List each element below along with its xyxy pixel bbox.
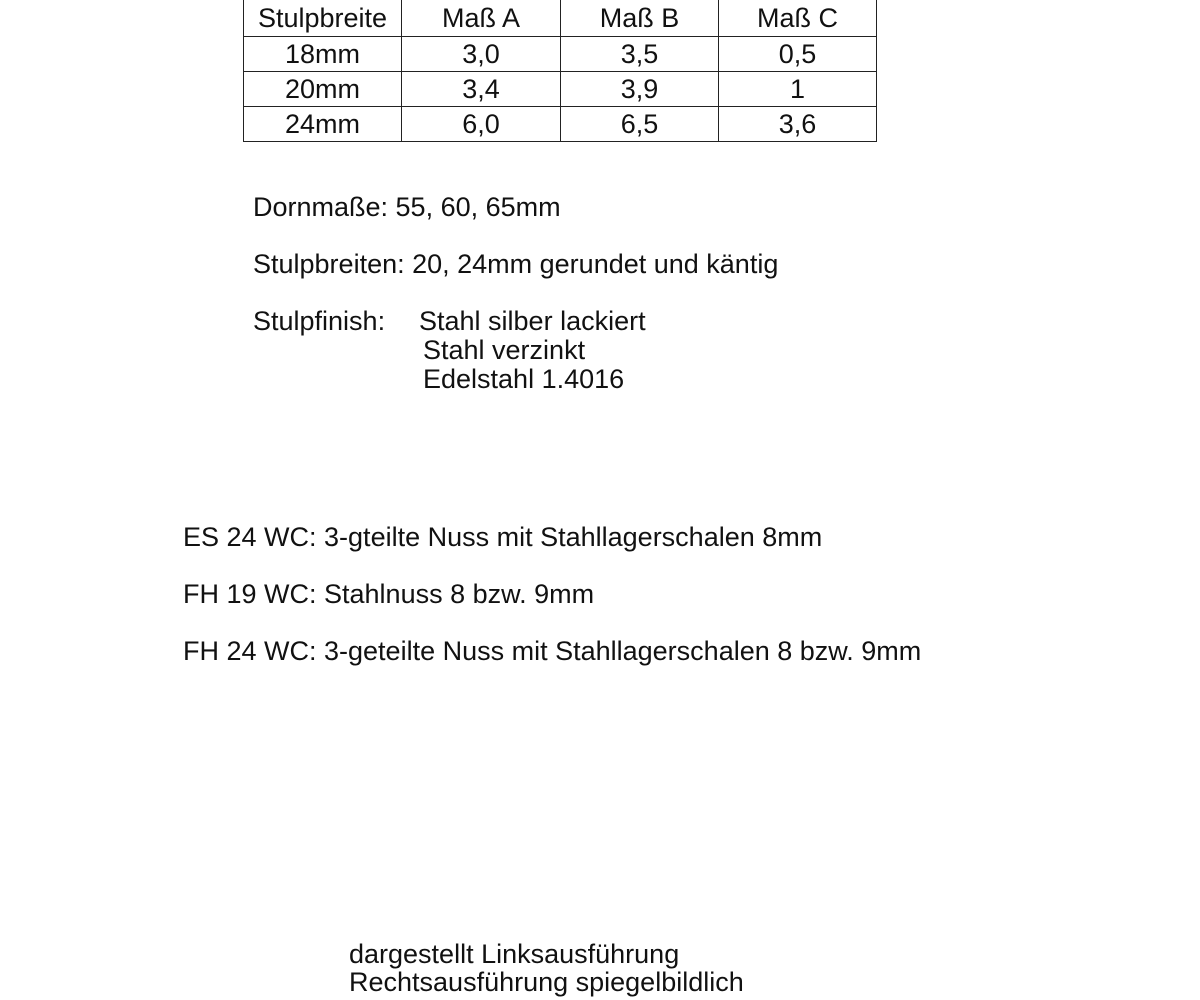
dornmasse-text: Dornmaße: 55, 60, 65mm [253, 192, 561, 222]
table-header-cell: Maß A [402, 0, 561, 37]
footer-line-left-version: dargestellt Linksausführung [349, 939, 680, 969]
table-cell: 24mm [244, 107, 402, 142]
table-cell: 3,5 [561, 37, 719, 72]
table-header-cell: Maß C [719, 0, 877, 37]
table-cell: 18mm [244, 37, 402, 72]
table-row [244, 107, 877, 142]
dimension-table [243, 0, 877, 142]
stulpfinish-item: Edelstahl 1.4016 [423, 364, 625, 394]
model-es24wc-text: ES 24 WC: 3-gteilte Nuss mit Stahllagerschalen 8mm [183, 522, 823, 552]
table-row [244, 72, 877, 107]
table-cell: 3,6 [719, 107, 877, 142]
table-header-cell: Maß B [561, 0, 719, 37]
stulpfinish-item: Stahl verzinkt [423, 335, 586, 365]
stulpfinish-label: Stulpfinish: [253, 306, 386, 336]
table-row [244, 37, 877, 72]
table-cell: 6,5 [561, 107, 719, 142]
table-cell: 6,0 [402, 107, 561, 142]
table-header-cell: Stulpbreite [244, 0, 402, 37]
model-fh24wc-text: FH 24 WC: 3-geteilte Nuss mit Stahllagerschalen 8 bzw. 9mm [183, 636, 922, 666]
table-cell: 3,0 [402, 37, 561, 72]
table-cell: 3,4 [402, 72, 561, 107]
table-cell: 3,9 [561, 72, 719, 107]
stulpfinish-item: Stahl silber lackiert [419, 306, 646, 336]
table-cell: 20mm [244, 72, 402, 107]
model-fh19wc-text: FH 19 WC: Stahlnuss 8 bzw. 9mm [183, 579, 595, 609]
footer-line-mirror-version: Rechtsausführung spiegelbildlich [349, 967, 744, 997]
table-cell: 1 [719, 72, 877, 107]
stulpbreiten-text: Stulpbreiten: 20, 24mm gerundet und käntig [253, 249, 779, 279]
table-header-row [244, 0, 877, 37]
table-cell: 0,5 [719, 37, 877, 72]
